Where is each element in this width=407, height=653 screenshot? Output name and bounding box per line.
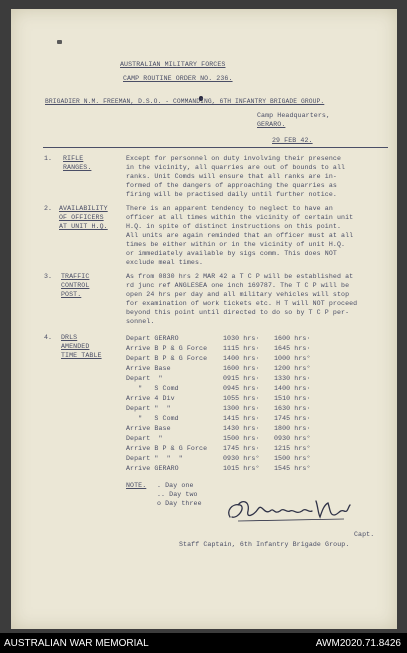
timetable-time: 0915 hrs· xyxy=(223,375,260,382)
timetable-stop: Depart " " " xyxy=(126,455,183,462)
timetable-time: 1430 hrs· xyxy=(223,425,260,432)
timetable-time: 0945 hrs· xyxy=(223,385,260,392)
item-number: 4. xyxy=(44,334,53,341)
commanding-line: BRIGADIER N.M. FREEMAN, D.S.O. - COMMANDING, 6TH INFANTRY BRIGADE GROUP. xyxy=(45,98,325,105)
item-number: 2. xyxy=(44,205,53,212)
timetable-stop: Depart " xyxy=(126,435,163,442)
item-body-line: firing will be practised daily until further notice. xyxy=(126,191,337,198)
header-rule xyxy=(43,147,388,148)
timetable-stop: Depart " xyxy=(126,375,163,382)
timetable-time: 1600 hrs· xyxy=(274,335,311,342)
location-line-2: GERARO. xyxy=(257,121,286,128)
timetable-stop: Depart " " xyxy=(126,405,171,412)
item-body-line: sonnel. xyxy=(126,318,155,325)
note-line: o Day three xyxy=(157,500,202,507)
item-title-line: POST. xyxy=(61,291,82,298)
item-title-line: DRLS xyxy=(61,334,78,341)
item-title-line: TIME TABLE xyxy=(61,352,102,359)
item-body-line: for examination of work tickets etc. H T will NOT proceed xyxy=(126,300,358,307)
timetable-time: 1030 hrs· xyxy=(223,335,260,342)
item-body-line: There is an apparent tendency to neglect to have an xyxy=(126,205,333,212)
timetable-time: 1800 hrs· xyxy=(274,425,311,432)
item-title-line: AMENDED xyxy=(61,343,90,350)
item-body-line: H.Q. in spite of distinct instructions on this point. xyxy=(126,223,342,230)
signatory-title: Staff Captain, 6th Infantry Brigade Group. xyxy=(179,541,350,548)
item-body-line: beyond this point until directed to do so by T C P per- xyxy=(126,309,350,316)
timetable-time: 1745 hrs· xyxy=(274,415,311,422)
timetable-stop: Depart GERARO xyxy=(126,335,179,342)
timetable-time: 1300 hrs· xyxy=(223,405,260,412)
item-title-line: OF OFFICERS xyxy=(59,214,104,221)
timetable-time: 0930 hrs° xyxy=(223,455,260,462)
timetable-time: 1400 hrs· xyxy=(274,385,311,392)
item-title-line: CONTROL xyxy=(61,282,90,289)
org-title: AUSTRALIAN MILITARY FORCES xyxy=(120,61,226,68)
note-line: . Day one xyxy=(157,482,194,489)
item-title-line: AVAILABILITY xyxy=(59,205,108,212)
item-body-line: Except for personnel on duty involving their presence xyxy=(126,155,342,162)
timetable-time: 1510 hrs· xyxy=(274,395,311,402)
item-number: 1. xyxy=(44,155,53,162)
timetable-stop: Arrive B P & G Force xyxy=(126,445,208,452)
timetable-time: 1215 hrs° xyxy=(274,445,311,452)
item-title-line: RIFLE xyxy=(63,155,84,162)
handwritten-signature xyxy=(224,489,354,527)
timetable-time: 1545 hrs° xyxy=(274,465,311,472)
timetable-time: 1330 hrs· xyxy=(274,375,311,382)
timetable-time: 0930 hrs° xyxy=(274,435,311,442)
timetable-time: 1745 hrs· xyxy=(223,445,260,452)
item-body-line: or immediately available by sigs comm. This does NOT xyxy=(126,250,337,257)
order-date: 29 FEB 42. xyxy=(272,137,313,144)
document-page xyxy=(11,9,397,629)
timetable-time: 1500 hrs° xyxy=(274,455,311,462)
item-title-line: TRAFFIC xyxy=(61,273,90,280)
note-line: .. Day two xyxy=(157,491,198,498)
timetable-time: 1630 hrs· xyxy=(274,405,311,412)
archive-footer xyxy=(0,633,407,653)
item-body-line: exclude meal times. xyxy=(126,259,204,266)
time-table xyxy=(126,335,386,475)
item-body-line: open 24 hrs per day and all military vehicles will stop xyxy=(126,291,350,298)
timetable-stop: " S Comd xyxy=(126,385,179,392)
timetable-time: 1500 hrs· xyxy=(223,435,260,442)
note-label: NOTE. xyxy=(126,482,147,489)
timetable-time: 1115 hrs· xyxy=(223,345,260,352)
timetable-stop: Arrive Base xyxy=(126,425,171,432)
timetable-time: 1200 hrs° xyxy=(274,365,311,372)
item-body-line: rd junc ref ANGLESEA one inch 169787. The T C P will be xyxy=(126,282,350,289)
item-body-line: officer at all times within the vicinity of certain unit xyxy=(126,214,354,221)
item-title-line: RANGES. xyxy=(63,164,92,171)
item-body-line: All units are again reminded that an officer must at all xyxy=(126,232,354,239)
timetable-stop: " S Comd xyxy=(126,415,179,422)
item-number: 3. xyxy=(44,273,53,280)
signatory-rank: Capt. xyxy=(354,531,375,538)
timetable-time: 1000 hrs° xyxy=(274,355,311,362)
archive-name: AUSTRALIAN WAR MEMORIAL xyxy=(4,638,149,649)
timetable-time: 1015 hrs° xyxy=(223,465,260,472)
timetable-time: 1645 hrs· xyxy=(274,345,311,352)
item-body-line: As from 0830 hrs 2 MAR 42 a T C P will be established at xyxy=(126,273,354,280)
location-line-1: Camp Headquarters, xyxy=(257,112,331,119)
timetable-stop: Depart B P & G Force xyxy=(126,355,208,362)
timetable-time: 1600 hrs· xyxy=(223,365,260,372)
timetable-time: 1055 hrs· xyxy=(223,395,260,402)
item-body-line: in the vicinity, all quarries are out of bounds to all xyxy=(126,164,346,171)
accession-number: AWM2020.71.8426 xyxy=(315,638,401,649)
timetable-stop: Arrive GERARO xyxy=(126,465,179,472)
item-title-line: AT UNIT H.Q. xyxy=(59,223,108,230)
timetable-time: 1400 hrs· xyxy=(223,355,260,362)
timetable-time: 1415 hrs· xyxy=(223,415,260,422)
order-number: CAMP ROUTINE ORDER NO. 236. xyxy=(123,75,233,82)
timetable-stop: Arrive 4 Div xyxy=(126,395,175,402)
pin-mark xyxy=(57,40,62,44)
item-body-line: times be either within or in the vicinity of unit H.Q. xyxy=(126,241,346,248)
timetable-stop: Arrive B P & G Force xyxy=(126,345,208,352)
item-body-line: ranks. Unit Comds will ensure that all ranks are in- xyxy=(126,173,337,180)
timetable-stop: Arrive Base xyxy=(126,365,171,372)
item-body-line: formed of the dangers of approaching the quarries as xyxy=(126,182,337,189)
